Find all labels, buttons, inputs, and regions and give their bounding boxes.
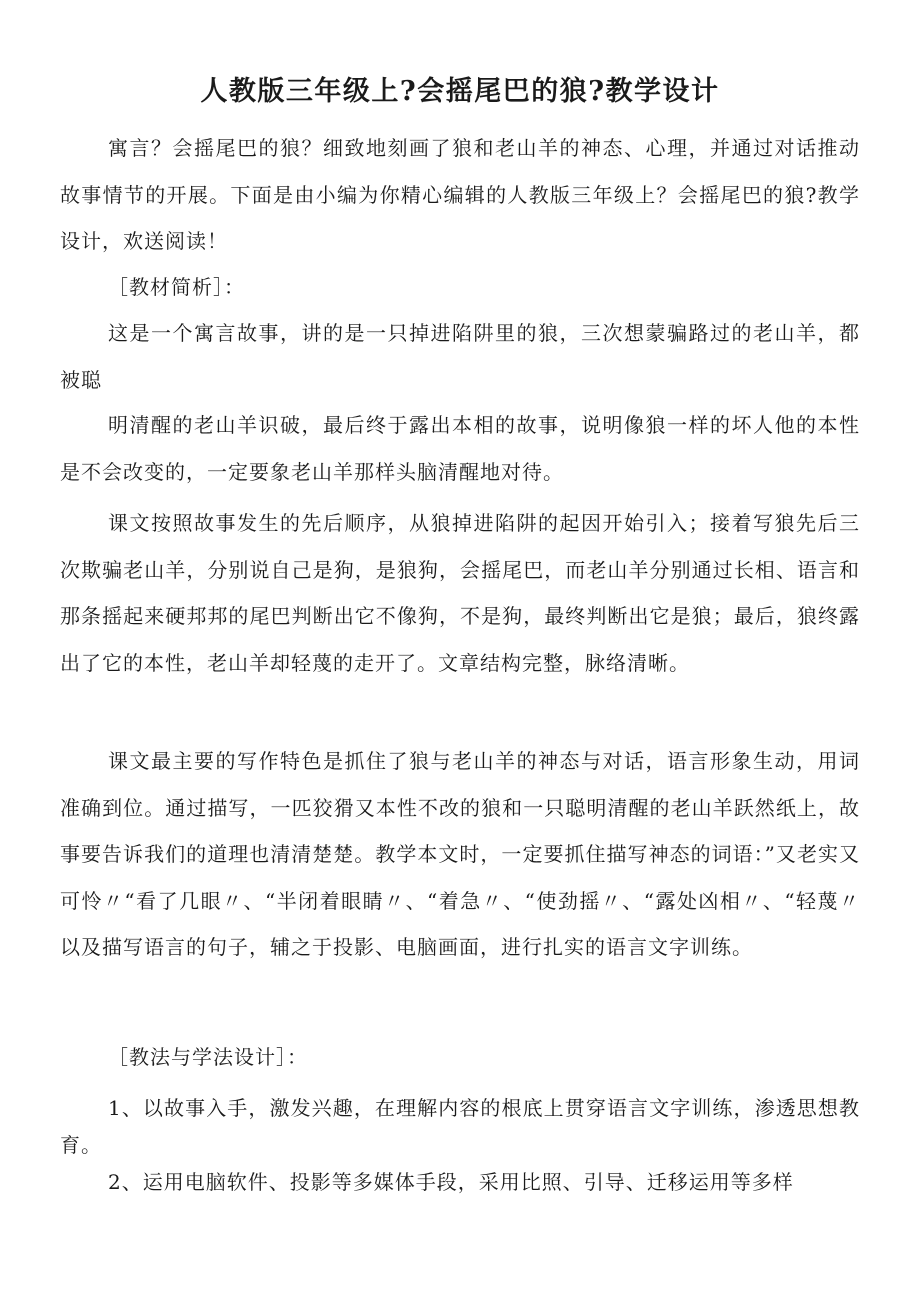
paragraph-1: 这是一个寓言故事，讲的是一只掉进陷阱里的狼，三次想蒙骗路过的老山羊，都被聪 [60, 321, 860, 392]
paragraph-3: 课文按照故事发生的先后顺序，从狼掉进陷阱的起因开始引入；接着写狼先后三次欺骗老山羊，分别说自己是狗，是狼狗，会摇尾巴，而老山羊分别通过长相、语言和那条摇起来硬邦邦的尾巴判断出它不像狗，不是狗，最终判断出它是狼；最后，狼终露出了它的本性，老山羊却轻蔑的走开了。文章结构完整，脉络清晰。 [60, 511, 860, 675]
paragraph-2: 明清醒的老山羊识破，最后终于露出本相的故事，说明像狼一样的坏人他的本性是不会改变的，一定要象老山羊那样头脑清醒地对待。 [60, 413, 860, 484]
list-item-2: 2、运用电脑软件、投影等多媒体手段，采用比照、引导、迁移运用等多样 [108, 1170, 794, 1194]
section-heading-teaching-methods: ［教法与学法设计］： [108, 1045, 308, 1069]
intro-paragraph: 寓言？会摇尾巴的狼？细致地刻画了狼和老山羊的神态、心理，并通过对话推动故事情节的开展。下面是由小编为你精心编辑的人教版三年级上？会摇尾巴的狼?教学设计，欢送阅读！ [60, 136, 860, 253]
section-heading-textbook-analysis: ［教材简析］： [108, 275, 245, 299]
list-item-1: 1、以故事入手，激发兴趣，在理解内容的根底上贯穿语言文字训练，渗透思想教育。 [60, 1096, 860, 1157]
paragraph-4: 课文最主要的写作特色是抓住了狼与老山羊的神态与对话，语言形象生动，用词准确到位。通过描写，一匹狡猾又本性不改的狼和一只聪明清醒的老山羊跃然纸上，故事要告诉我们的道理也清清楚楚。教学本文时，一定要抓住描写神态的词语：”又老实又可怜〃“看了几眼〃、“半闭着眼睛〃、“着急〃、“使劲摇〃、“露处凶相〃、“轻蔑〃以及描写语言的句子，辅之于投影、电脑画面，进行扎实的语言文字训练。 [60, 749, 860, 959]
document-title: 人教版三年级上?会摇尾巴的狼?教学设计 [200, 76, 720, 107]
